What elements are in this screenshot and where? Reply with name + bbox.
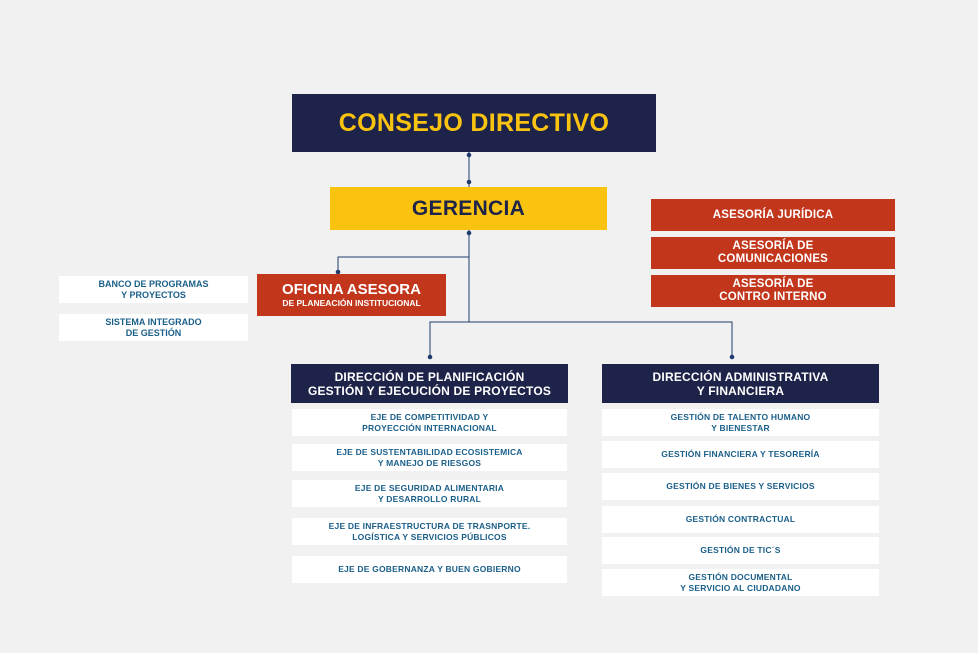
gerencia-title: GERENCIA	[411, 196, 526, 220]
direccion-planificacion-line-2: GESTIÓN Y EJECUCIÓN DE PROYECTOS	[307, 383, 552, 398]
direccion-administrativa-box	[602, 364, 879, 403]
oficina-asesora-subtitle: DE PLANEACIÓN INSTITUCIONAL	[282, 298, 421, 308]
gestion-contractual-box	[602, 506, 879, 533]
gestion-tics-box	[602, 537, 879, 564]
eje-infraestructura-box	[292, 518, 567, 545]
sistema-integrado-box	[59, 314, 248, 341]
asesoria-control-line-2: CONTRO INTERNO	[719, 291, 827, 303]
asesoria-control-interno-box	[651, 275, 895, 307]
consejo-directivo-box	[292, 94, 656, 152]
gestion-bienes-box	[602, 473, 879, 500]
direccion-administrativa-line-2: Y FINANCIERA	[696, 383, 785, 398]
oficina-asesora-title: OFICINA ASESORA	[282, 281, 421, 298]
eje-infraestructura-line-2: LOGÍSTICA Y SERVICIOS PÚBLICOS	[352, 531, 507, 542]
gestion-talento-line-1: GESTIÓN DE TALENTO HUMANO	[670, 412, 811, 422]
asesoria-comunicaciones-line-1: ASESORÍA DE	[732, 240, 814, 252]
gestion-contractual-line-1: GESTIÓN CONTRACTUAL	[685, 514, 796, 525]
gestion-financiera-line-1: GESTIÓN FINANCIERA Y TESORERÍA	[661, 449, 820, 460]
gestion-documental-line-2: Y SERVICIO AL CIUDADANO	[680, 582, 801, 593]
eje-gobernanza-box	[292, 556, 567, 583]
direccion-administrativa-line-1: DIRECCIÓN ADMINISTRATIVA	[652, 369, 829, 384]
gestion-talento-line-2: Y BIENESTAR	[711, 422, 770, 433]
eje-seguridad-line-1: EJE DE SEGURIDAD ALIMENTARIA	[354, 483, 505, 493]
eje-seguridad-alimentaria-box	[292, 480, 567, 507]
direccion-planificacion-line-1: DIRECCIÓN DE PLANIFICACIÓN	[334, 369, 525, 384]
eje-gobernanza-line-1: EJE DE GOBERNANZA Y BUEN GOBIERNO	[338, 564, 521, 575]
gestion-bienes-line-1: GESTIÓN DE BIENES Y SERVICIOS	[666, 481, 815, 492]
asesoria-comunicaciones-line-2: COMUNICACIONES	[717, 253, 829, 265]
eje-competitividad-line-1: EJE DE COMPETITIVIDAD Y	[370, 412, 489, 422]
gestion-talento-humano-box	[602, 409, 879, 436]
gestion-tics-line-1: GESTIÓN DE TIC´S	[700, 545, 781, 556]
asesoria-juridica-label: ASESORÍA JURÍDICA	[712, 208, 834, 221]
consejo-directivo-title: CONSEJO DIRECTIVO	[338, 108, 610, 137]
asesoria-comunicaciones-box	[651, 237, 895, 269]
eje-infraestructura-line-1: EJE DE INFRAESTRUCTURA DE TRASNPORTE.	[328, 521, 531, 531]
oficina-asesora-box	[257, 274, 446, 316]
sistema-integrado-line-2: DE GESTIÓN	[125, 327, 182, 338]
gestion-documental-line-1: GESTIÓN DOCUMENTAL	[688, 572, 793, 582]
sistema-integrado-line-1: SISTEMA INTEGRADO	[105, 317, 202, 327]
asesoria-juridica-box	[651, 199, 895, 231]
eje-competitividad-line-2: PROYECCIÓN INTERNACIONAL	[362, 422, 497, 433]
gerencia-box	[330, 187, 607, 230]
eje-sustentabilidad-box	[292, 444, 567, 471]
direccion-planificacion-box	[291, 364, 568, 403]
eje-seguridad-line-2: Y DESARROLLO RURAL	[377, 493, 482, 504]
eje-sustentabilidad-line-2: Y MANEJO DE RIESGOS	[377, 457, 482, 468]
gestion-financiera-box	[602, 441, 879, 468]
eje-competitividad-box	[292, 409, 567, 436]
asesoria-control-line-1: ASESORÍA DE	[732, 278, 814, 290]
banco-programas-line-1: BANCO DE PROGRAMAS	[98, 279, 209, 289]
eje-sustentabilidad-line-1: EJE DE SUSTENTABILIDAD ECOSISTEMICA	[336, 447, 523, 457]
banco-programas-line-2: Y PROYECTOS	[121, 289, 186, 300]
gestion-documental-box	[602, 569, 879, 596]
banco-programas-box	[59, 276, 248, 303]
